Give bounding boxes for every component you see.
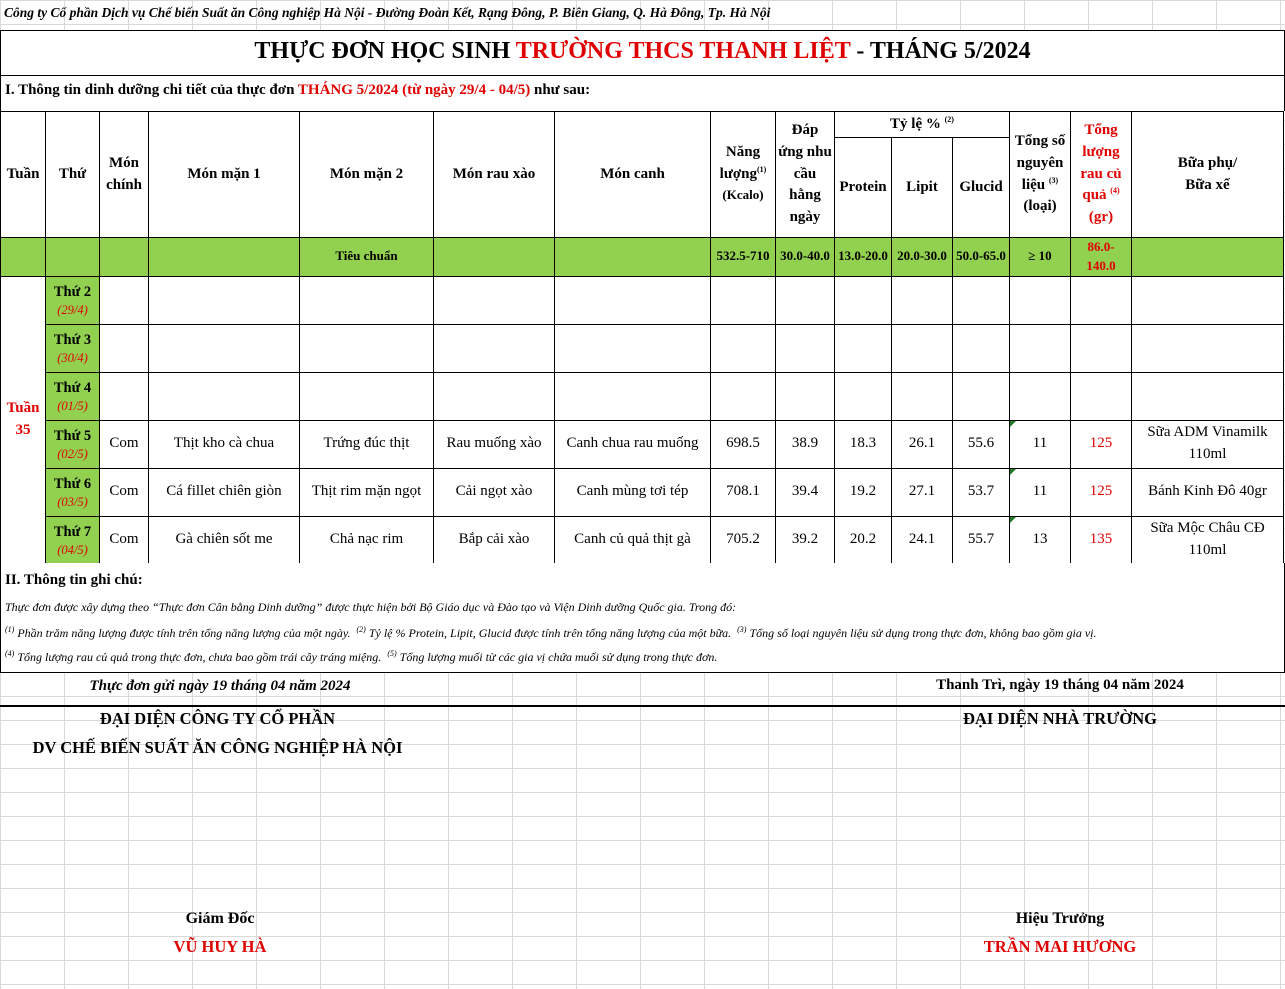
header-mon-rau-xao: Món rau xào bbox=[434, 112, 555, 238]
dap-ung-cell: 39.4 bbox=[776, 468, 835, 516]
header-tong-luong: Tổng lượng rau củ quả $^{(4)}$ (gr) bbox=[1071, 112, 1132, 238]
standard-dap-ung: 30.0-40.0 bbox=[776, 238, 835, 277]
bua-phu-cell: Sữa Mộc Châu CĐ 110ml bbox=[1132, 516, 1284, 564]
protein-cell: 20.2 bbox=[835, 516, 892, 564]
mon-chinh-cell: Com bbox=[100, 516, 149, 564]
mon-man-1-cell: Cá fillet chiên giòn bbox=[149, 468, 300, 516]
tong-so-cell: 11 bbox=[1010, 420, 1071, 468]
left-rep-line1: ĐẠI DIỆN CÔNG TY CỔ PHẦN bbox=[99, 709, 336, 728]
mon-chinh-cell: Com bbox=[100, 468, 149, 516]
mon-chinh-cell: Com bbox=[100, 420, 149, 468]
tong-luong-cell: 125 bbox=[1071, 420, 1132, 468]
protein-cell: 19.2 bbox=[835, 468, 892, 516]
right-signer-name: TRẦN MAI HƯƠNG bbox=[983, 937, 1137, 956]
mon-canh-cell: Canh củ quả thịt gà bbox=[555, 516, 711, 564]
glucid-cell: 55.6 bbox=[953, 420, 1010, 468]
header-tuan: Tuần bbox=[1, 112, 46, 238]
right-rep: ĐẠI DIỆN NHÀ TRƯỜNG bbox=[963, 709, 1157, 728]
mon-canh-cell: Canh chua rau muống bbox=[555, 420, 711, 468]
mon-canh-cell: Canh mùng tơi tép bbox=[555, 468, 711, 516]
tong-so-cell: 11 bbox=[1010, 468, 1071, 516]
section1-suffix: như sau: bbox=[530, 82, 591, 98]
protein-cell: 18.3 bbox=[835, 420, 892, 468]
day-cell: Thứ 4 (01/5) bbox=[46, 372, 100, 420]
section-1-header bbox=[0, 76, 1285, 111]
title-school: TRƯỜNG THCS THANH LIỆT bbox=[515, 38, 851, 64]
left-signer-name: VŨ HUY HÀ bbox=[173, 937, 267, 956]
day-cell: Thứ 6 (03/5) bbox=[46, 468, 100, 516]
title-part2: - THÁNG 5/2024 bbox=[850, 38, 1031, 64]
standard-glucid: 50.0-65.0 bbox=[953, 238, 1010, 277]
notes-heading: II. Thông tin ghi chú: bbox=[5, 572, 143, 588]
menu-table bbox=[0, 111, 1284, 565]
header-mon-man-1: Món mặn 1 bbox=[149, 112, 300, 238]
dap-ung-cell: 38.9 bbox=[776, 420, 835, 468]
header-ty-le: Tỷ lệ % $^{(2)}$ bbox=[835, 112, 1010, 138]
standard-tong-luong: 86.0-140.0 bbox=[1071, 238, 1132, 277]
left-role: Giám Đốc bbox=[185, 910, 255, 927]
section1-prefix: I. Thông tin dinh dưỡng chi tiết của thực đơn bbox=[5, 82, 298, 98]
bua-phu-cell: Sữa ADM Vinamilk 110ml bbox=[1132, 420, 1284, 468]
header-thu: Thứ bbox=[46, 112, 100, 238]
mon-man-2-cell: Thịt rim mặn ngọt bbox=[300, 468, 434, 516]
tong-luong-cell: 125 bbox=[1071, 468, 1132, 516]
left-rep-line2: DV CHẾ BIẾN SUẤT ĂN CÔNG NGHIỆP HÀ NỘI bbox=[32, 738, 403, 757]
notes-line-3: $^{(4)}$ Tổng lượng rau củ quả trong thực đơn, chưa bao gồm trái cây tráng miệng. $^{(5)}$ Tổng lượng muối từ các gia vị chứa muối sử dụng trong thực đơn. bbox=[5, 649, 718, 664]
day-row bbox=[1, 324, 1284, 372]
place-date: Thanh Trì, ngày 19 tháng 04 năm 2024 bbox=[936, 677, 1184, 693]
notes-section bbox=[0, 563, 1285, 673]
tong-so-cell: 13 bbox=[1010, 516, 1071, 564]
header-protein: Protein bbox=[835, 138, 892, 238]
standard-tong-so: ≥ 10 bbox=[1010, 238, 1071, 277]
mon-rau-cell: Rau muống xào bbox=[434, 420, 555, 468]
nang-luong-cell: 705.2 bbox=[711, 516, 776, 564]
dap-ung-cell: 39.2 bbox=[776, 516, 835, 564]
header-mon-chinh: Món chính bbox=[100, 112, 149, 238]
day-row bbox=[1, 420, 1284, 468]
lipit-cell: 24.1 bbox=[892, 516, 953, 564]
sent-date: Thực đơn gửi ngày 19 tháng 04 năm 2024 bbox=[89, 678, 351, 694]
notes-line-2: $^{(1)}$ Phần trăm năng lượng được tính trên tổng năng lượng của một ngày. $^{(2)}$ Tỷ lệ % Protein, Lipit, Glucid được tính trên tổng năng lượng của một bữa. $^{(3)}$ Tổng số loại nguyên liệu sử dụng trong thực đơn, không bao gồm gia vị. bbox=[5, 625, 1097, 640]
day-cell: Thứ 2 (29/4) bbox=[46, 276, 100, 324]
divider bbox=[0, 705, 1285, 707]
right-role: Hiệu Trưởng bbox=[1015, 910, 1105, 927]
header-mon-canh: Món canh bbox=[555, 112, 711, 238]
nang-luong-cell: 698.5 bbox=[711, 420, 776, 468]
page-title bbox=[0, 38, 1285, 65]
mon-rau-cell: Cải ngọt xào bbox=[434, 468, 555, 516]
header-lipit: Lipit bbox=[892, 138, 953, 238]
standard-lipit: 20.0-30.0 bbox=[892, 238, 953, 277]
standard-nang-luong: 532.5-710 bbox=[711, 238, 776, 277]
day-cell: Thứ 3 (30/4) bbox=[46, 324, 100, 372]
mon-man-2-cell: Chả nạc rim bbox=[300, 516, 434, 564]
day-row bbox=[1, 468, 1284, 516]
section1-highlight: THÁNG 5/2024 (từ ngày 29/4 - 04/5) bbox=[297, 82, 531, 98]
lipit-cell: 27.1 bbox=[892, 468, 953, 516]
week-label: Tuần 35 bbox=[1, 276, 46, 564]
standard-label: Tiêu chuẩn bbox=[300, 238, 434, 277]
notes-line-1: Thực đơn được xây dựng theo “Thực đơn Cân bằng Dinh dưỡng” được thực hiện bởi Bộ Giáo dục và Đào tạo và Viện Dinh dưỡng Quốc gia. Trong đó: bbox=[5, 600, 737, 614]
header-nang-luong: Năng lượng$^{(1)}$ (Kcalo) bbox=[711, 112, 776, 238]
mon-man-1-cell: Thịt kho cà chua bbox=[149, 420, 300, 468]
mon-man-1-cell: Gà chiên sốt me bbox=[149, 516, 300, 564]
header-glucid: Glucid bbox=[953, 138, 1010, 238]
standard-row bbox=[1, 238, 1284, 277]
header-mon-man-2: Món mặn 2 bbox=[300, 112, 434, 238]
mon-man-2-cell: Trứng đúc thịt bbox=[300, 420, 434, 468]
day-cell: Thứ 5 (02/5) bbox=[46, 420, 100, 468]
lipit-cell: 26.1 bbox=[892, 420, 953, 468]
header-bua-phu: Bữa phụ/ Bữa xế bbox=[1132, 112, 1284, 238]
glucid-cell: 53.7 bbox=[953, 468, 1010, 516]
day-row bbox=[1, 516, 1284, 564]
day-cell: Thứ 7 (04/5) bbox=[46, 516, 100, 564]
title-part1: THỰC ĐƠN HỌC SINH bbox=[254, 38, 516, 64]
company-line: Công ty Cổ phần Dịch vụ Chế biến Suất ăn Công nghiệp Hà Nội - Đường Đoàn Kết, Rạng Đông, P. Biên Giang, Q. Hà Đông, Tp. Hà Nội bbox=[4, 5, 771, 20]
day-row bbox=[1, 276, 1284, 324]
nang-luong-cell: 708.1 bbox=[711, 468, 776, 516]
standard-protein: 13.0-20.0 bbox=[835, 238, 892, 277]
glucid-cell: 55.7 bbox=[953, 516, 1010, 564]
mon-rau-cell: Bắp cải xào bbox=[434, 516, 555, 564]
header-tong-so: Tổng số nguyên liệu $^{(3)}$ (loại) bbox=[1010, 112, 1071, 238]
header-dap-ung: Đáp ứng nhu cầu hằng ngày bbox=[776, 112, 835, 238]
tong-luong-cell: 135 bbox=[1071, 516, 1132, 564]
bua-phu-cell: Bánh Kinh Đô 40gr bbox=[1132, 468, 1284, 516]
day-row bbox=[1, 372, 1284, 420]
